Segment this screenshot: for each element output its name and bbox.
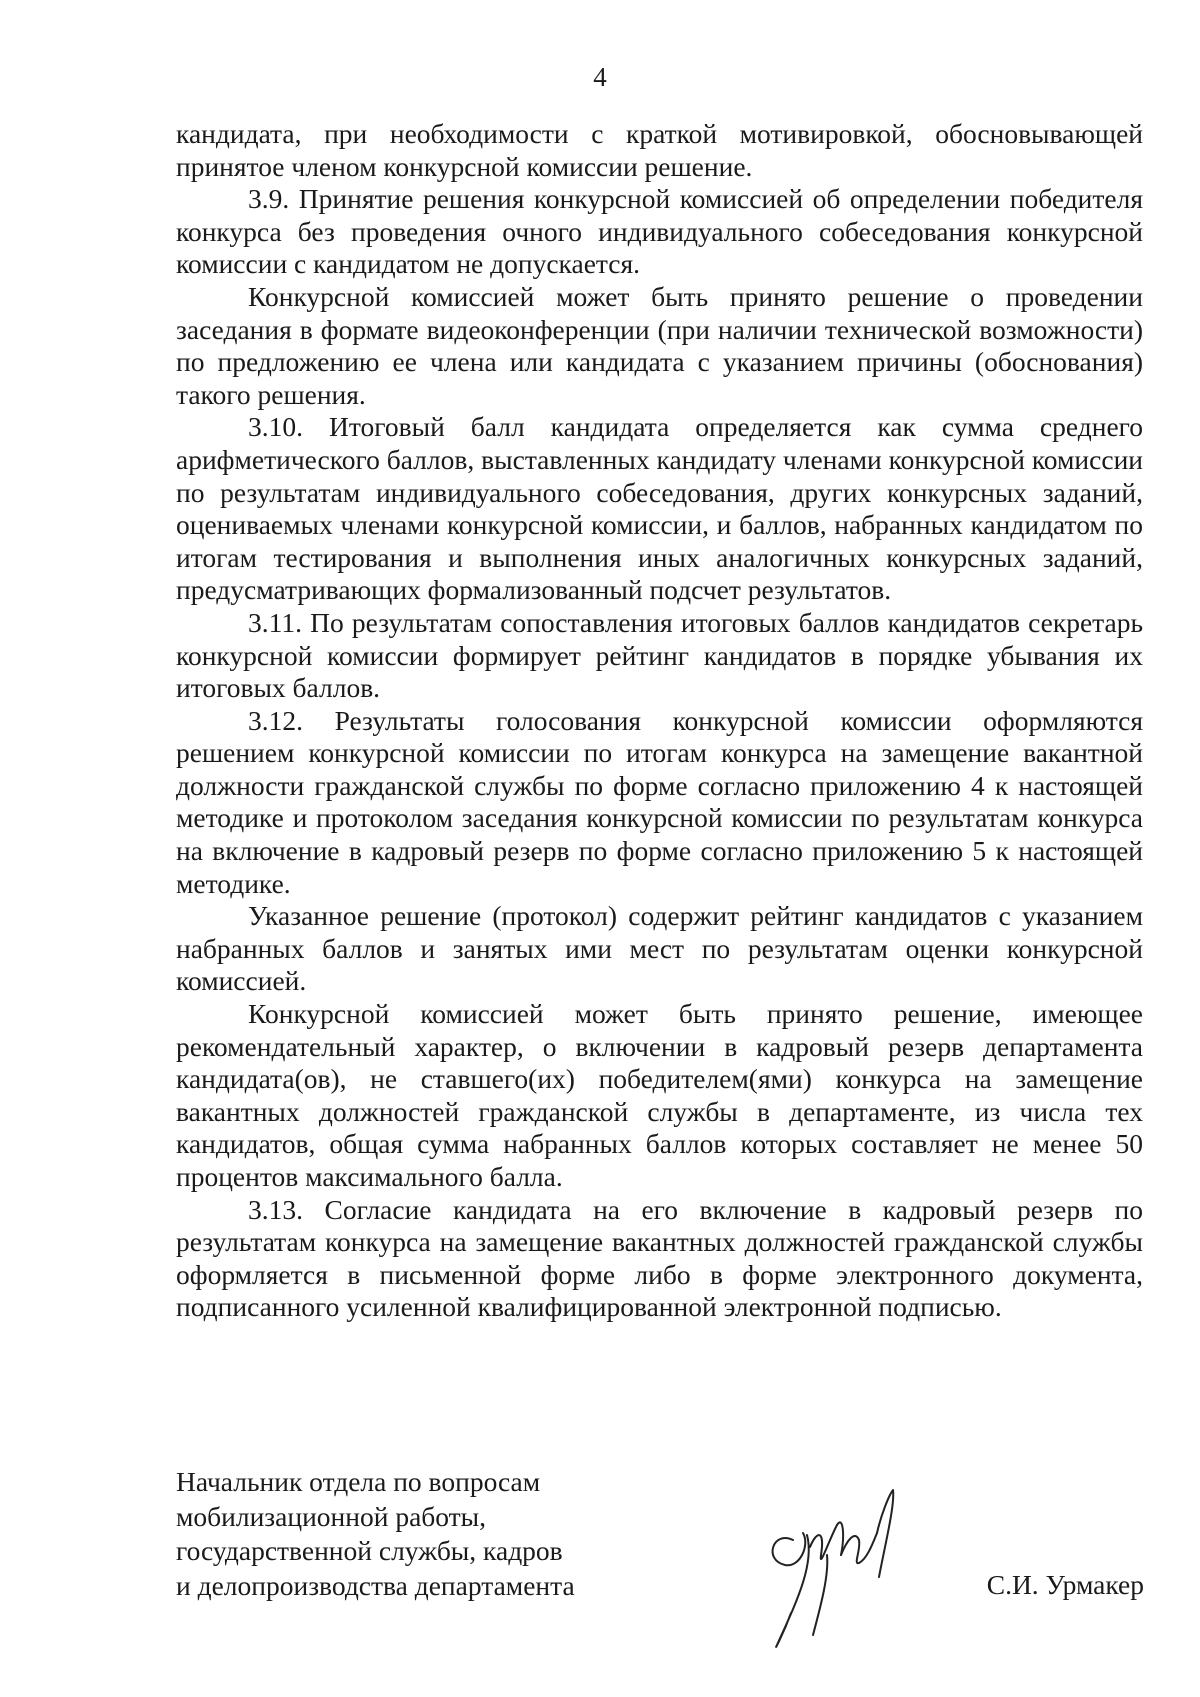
paragraph-3-13: 3.13. Согласие кандидата на его включение в кадровый резерв по результатам конкурса на замещение вакантных должностей гражданской службы оформляется в письменной форме либо в форме электронного документа, подписанного усиленной квалифицированной электронной подписью.	[176, 1193, 1143, 1323]
paragraph-3-10: 3.10. Итоговый балл кандидата определяется как сумма среднего арифметического баллов, выставленных кандидату членами конкурсной комиссии по результатам индивидуального собеседования, других конкурсных заданий, оцениваемых членами конкурсной комиссии, и баллов, набранных кандидатом по итогам тестирования и выполнения иных аналогичных конкурсных заданий, предусматривающих формализованный подсчет результатов.	[176, 411, 1143, 606]
paragraph-rating: Указанное решение (протокол) содержит рейтинг кандидатов с указанием набранных баллов и занятых ими мест по результатам оценки конкурсной комиссией.	[176, 900, 1143, 997]
document-body	[176, 118, 1143, 1324]
signatory-title	[176, 1465, 575, 1603]
paragraph-reserve-recommendation: Конкурсной комиссией может быть принято решение, имеющее рекомендательный характер, о включении в кадровый резерв департамента кандидата(ов), не ставшего(их) победителем(ями) конкурса на замещение вакантных должностей гражданской службы в департаменте, из числа тех кандидатов, общая сумма набранных баллов которых составляет не менее 50 процентов максимального балла.	[176, 998, 1143, 1192]
signatory-title-line: Начальник отдела по вопросам	[176, 1466, 541, 1497]
signatory-title-line: государственной службы, кадров	[176, 1535, 563, 1566]
signer-name: С.И. Урмакер	[986, 1569, 1144, 1600]
paragraph-3-12: 3.12. Результаты голосования конкурсной комиссии оформляются решением конкурсной комиссии по итогам конкурса на замещение вакантной должности гражданской службы по форме согласно приложению 4 к настоящей методике и протоколом заседания конкурсной комиссии по результатам конкурса на включение в кадровый резерв по форме согласно приложению 5 к настоящей методике.	[176, 704, 1143, 899]
signatory-title-line: мобилизационной работы,	[176, 1500, 487, 1532]
paragraph-3-9: 3.9. Принятие решения конкурсной комиссией об определении победителя конкурса без проведения очного индивидуального собеседования конкурсной комиссии с кандидатом не допускается.	[176, 183, 1143, 280]
paragraph-continuation: кандидата, при необходимости с краткой мотивировкой, обосновывающей принятое членом конкурсной комиссии решение.	[176, 118, 1143, 182]
paragraph-videoconference: Конкурсной комиссией может быть принято решение о проведении заседания в формате видеоконференции (при наличии технической возможности) по предложению ее члена или кандидата с указанием причины (обоснования) такого решения.	[176, 280, 1143, 410]
signatory-title-line: и делопроизводства департамента	[176, 1569, 575, 1601]
page-number: 4	[593, 62, 607, 92]
paragraph-3-11: 3.11. По результатам сопоставления итоговых баллов кандидатов секретарь конкурсной комиссии формирует рейтинг кандидатов в порядке убывания их итоговых баллов.	[176, 606, 1143, 704]
handwritten-signature	[755, 1485, 905, 1655]
